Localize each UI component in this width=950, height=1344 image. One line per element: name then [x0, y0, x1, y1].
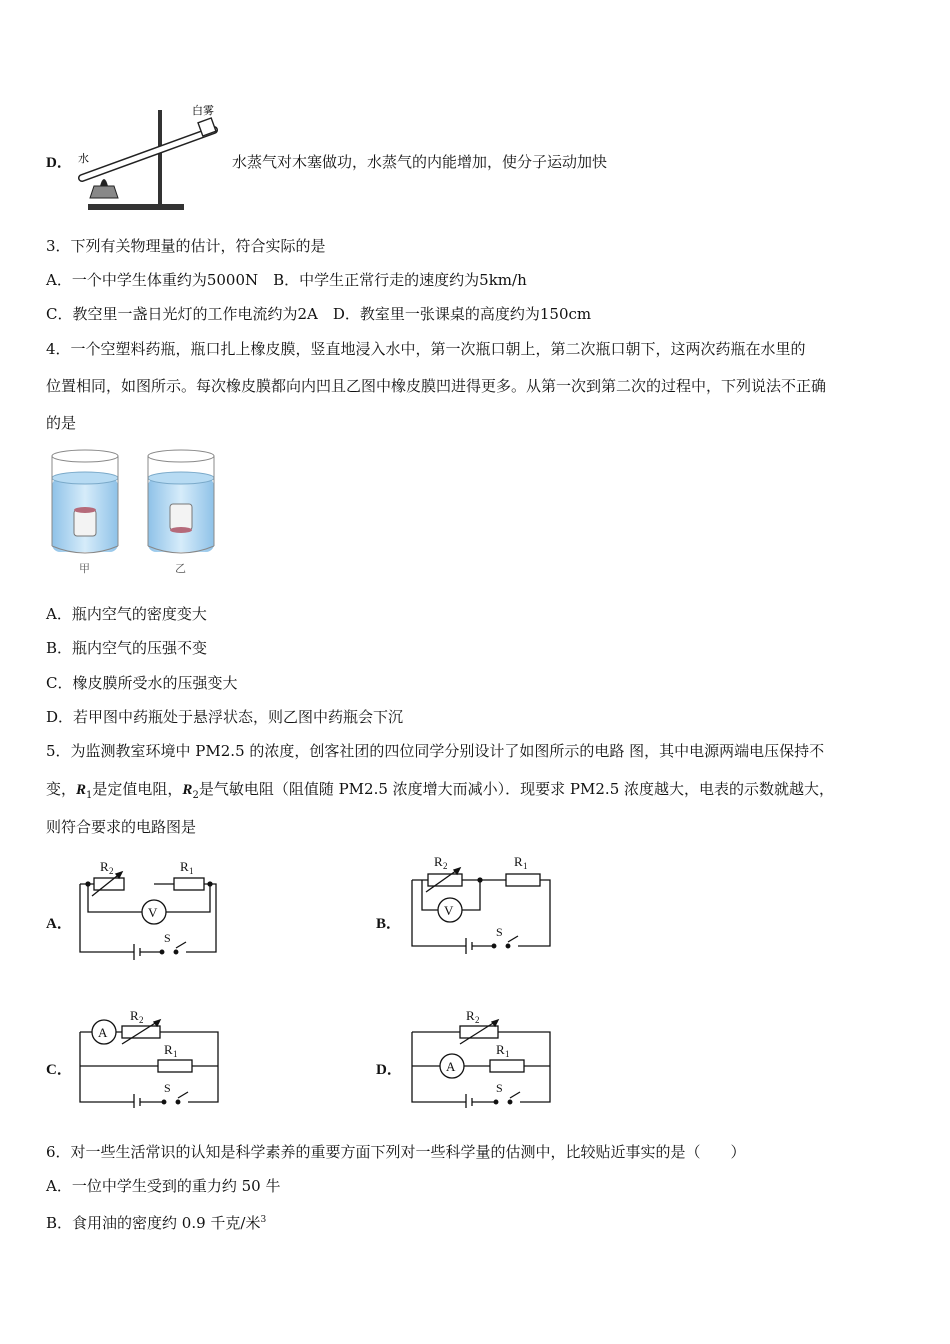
- fig-label-water: 水: [78, 153, 89, 165]
- circuit-diagram-b: [410, 852, 552, 956]
- svg-text:R: R: [164, 1042, 173, 1057]
- beaker-bottle-figure: [46, 448, 226, 576]
- svg-text:A: A: [98, 1025, 108, 1040]
- q4-stem-line2: 位置相同，如图所示。每次橡皮膜都向内凹且乙图中橡皮膜凹进得更多。从第一次到第二次的过程中，下列说法不正确: [46, 377, 827, 395]
- svg-text:R: R: [130, 1008, 139, 1023]
- q3-options-row1: A．一个中学生体重约为5000N B．中学生正常行走的速度约为5km/h: [46, 271, 527, 289]
- svg-text:R: R: [466, 1008, 475, 1023]
- q5-option-b-label: B．: [376, 916, 402, 932]
- svg-text:S: S: [164, 1081, 171, 1095]
- q5-option-a-label: A．: [46, 916, 72, 932]
- q4-option-c: C．橡皮膜所受水的压强变大: [46, 674, 238, 692]
- q5-stem-line3: 则符合要求的电路图是: [46, 818, 197, 836]
- q6-option-b: B．食用油的密度约 0.9 千克/米$^3$: [46, 1214, 267, 1232]
- fig-label-yi: 乙: [175, 563, 186, 575]
- svg-text:V: V: [148, 905, 158, 920]
- circuit-diagram-c: [78, 1006, 222, 1108]
- svg-text:R: R: [514, 854, 523, 869]
- q4-stem-line3: 的是: [46, 414, 77, 432]
- svg-text:1: 1: [189, 866, 194, 876]
- svg-text:1: 1: [505, 1049, 510, 1059]
- q4-option-b: B．瓶内空气的压强不变: [46, 639, 208, 657]
- svg-text:S: S: [496, 925, 503, 939]
- svg-text:V: V: [444, 903, 454, 918]
- svg-text:2: 2: [109, 866, 114, 876]
- beaker-yi: [148, 450, 214, 553]
- q6-option-a: A．一位中学生受到的重力约 50 牛: [46, 1177, 281, 1195]
- svg-text:R: R: [100, 859, 109, 874]
- svg-text:2: 2: [475, 1015, 480, 1025]
- q4-option-d: D．若甲图中药瓶处于悬浮状态，则乙图中药瓶会下沉: [46, 708, 404, 726]
- svg-text:R: R: [180, 859, 189, 874]
- beaker-jia: [52, 450, 118, 553]
- svg-text:1: 1: [523, 861, 528, 871]
- svg-text:R: R: [496, 1042, 505, 1057]
- steam-cork-apparatus-figure: [74, 100, 234, 212]
- q5-option-d-label: D．: [376, 1062, 402, 1078]
- circuit-diagram-d: [410, 1006, 554, 1108]
- q2-option-d-label: D．: [46, 155, 72, 171]
- q4-option-a: A．瓶内空气的密度变大: [46, 605, 207, 623]
- svg-text:R: R: [434, 854, 443, 869]
- q6-stem: 6．对一些生活常识的认知是科学素养的重要方面下列对一些科学量的估测中，比较贴近事实的是（ ）: [46, 1143, 746, 1161]
- svg-text:2: 2: [139, 1015, 144, 1025]
- fig-label-jia: 甲: [79, 563, 90, 575]
- circuit-diagram-a: [78, 856, 218, 960]
- q4-stem-line1: 4．一个空塑料药瓶，瓶口扎上橡皮膜，竖直地浸入水中，第一次瓶口朝上，第二次瓶口朝下，这两次药瓶在水里的: [46, 340, 806, 358]
- svg-text:2: 2: [443, 861, 448, 871]
- svg-text:A: A: [446, 1059, 456, 1074]
- svg-text:S: S: [496, 1081, 503, 1095]
- svg-text:1: 1: [173, 1049, 178, 1059]
- q5-stem-line2: 变，$R_1$是定值电阻，$R_2$是气敏电阻（阻值随 PM2.5 浓度增大而减小）．现要求 PM2.5 浓度越大，电表的示数就越大，: [46, 780, 835, 801]
- fig-label-mist: 白雾: [192, 105, 214, 117]
- q5-option-c-label: C．: [46, 1062, 72, 1078]
- svg-text:S: S: [164, 931, 171, 945]
- q5-stem-line1: 5．为监测教室环境中 PM2.5 的浓度，创客社团的四位同学分别设计了如图所示的电路 图，其中电源两端电压保持不: [46, 742, 825, 760]
- q2-option-d-text: 水蒸气对木塞做功，水蒸气的内能增加，使分子运动加快: [232, 153, 608, 171]
- q3-options-row2: C．教空里一盏日光灯的工作电流约为2A D．教室里一张课桌的高度约为150cm: [46, 305, 592, 323]
- q3-stem: 3．下列有关物理量的估计，符合实际的是: [46, 237, 326, 255]
